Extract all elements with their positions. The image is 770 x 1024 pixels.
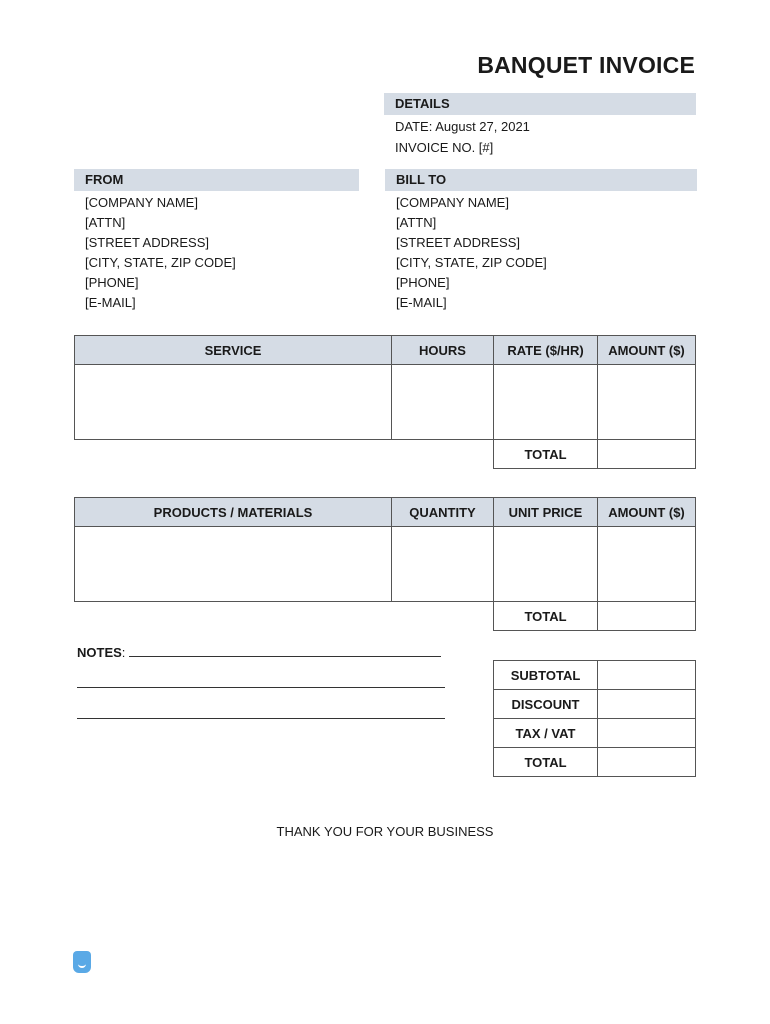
service-table	[74, 335, 696, 469]
notes-line-1	[77, 644, 441, 660]
products-col-header: PRODUCTS / MATERIALS	[75, 498, 392, 527]
products-cell[interactable]	[75, 527, 392, 602]
service-col-header: SERVICE	[75, 336, 392, 365]
tax-value[interactable]	[598, 719, 696, 748]
bill-to-header: BILL TO	[385, 169, 697, 191]
from-address-block	[85, 193, 236, 313]
subtotal-value[interactable]	[598, 661, 696, 690]
service-total-label: TOTAL	[494, 440, 598, 469]
discount-value[interactable]	[598, 690, 696, 719]
notes-label: NOTES	[77, 645, 122, 660]
hours-col-header: HOURS	[392, 336, 494, 365]
grand-total-value[interactable]	[598, 748, 696, 777]
notes-field-1[interactable]	[129, 644, 441, 657]
bill-to-street: [STREET ADDRESS]	[396, 235, 521, 250]
notes-field-3[interactable]	[77, 706, 445, 719]
subtotal-label: SUBTOTAL	[494, 661, 598, 690]
products-table	[74, 497, 696, 631]
discount-label: DISCOUNT	[494, 690, 598, 719]
invoice-number: INVOICE NO. [#]	[395, 140, 494, 155]
notes-line-3	[77, 706, 445, 722]
thank-you-message: THANK YOU FOR YOUR BUSINESS	[276, 824, 494, 839]
unit-price-col-header: UNIT PRICE	[494, 498, 598, 527]
from-city: [CITY, STATE, ZIP CODE]	[85, 255, 236, 270]
bill-to-city: [CITY, STATE, ZIP CODE]	[396, 255, 547, 270]
notes-line-2	[77, 675, 445, 691]
invoice-title: BANQUET INVOICE	[477, 52, 695, 78]
products-total-value[interactable]	[598, 602, 696, 631]
bill-to-email: [E-MAIL]	[396, 295, 447, 310]
bill-to-address-block	[396, 193, 547, 313]
notes-field-2[interactable]	[77, 675, 445, 688]
from-company: [COMPANY NAME]	[85, 195, 198, 210]
bill-to-phone: [PHONE]	[396, 275, 450, 290]
smile-logo-icon	[73, 951, 91, 973]
hours-cell[interactable]	[392, 365, 494, 440]
rate-col-header: RATE ($/HR)	[494, 336, 598, 365]
details-header: DETAILS	[384, 93, 696, 115]
quantity-cell[interactable]	[392, 527, 494, 602]
from-email: [E-MAIL]	[85, 295, 136, 310]
service-cell[interactable]	[75, 365, 392, 440]
service-total-value[interactable]	[598, 440, 696, 469]
products-amount-cell[interactable]	[598, 527, 696, 602]
from-header: FROM	[74, 169, 359, 191]
amount-cell[interactable]	[598, 365, 696, 440]
grand-total-label: TOTAL	[494, 748, 598, 777]
amount-col-header: AMOUNT ($)	[598, 336, 696, 365]
bill-to-company: [COMPANY NAME]	[396, 195, 509, 210]
products-amount-col-header: AMOUNT ($)	[598, 498, 696, 527]
rate-cell[interactable]	[494, 365, 598, 440]
from-phone: [PHONE]	[85, 275, 139, 290]
from-street: [STREET ADDRESS]	[85, 235, 210, 250]
bill-to-attn: [ATTN]	[396, 215, 437, 230]
from-attn: [ATTN]	[85, 215, 126, 230]
summary-table	[493, 660, 696, 777]
quantity-col-header: QUANTITY	[392, 498, 494, 527]
notes-colon: :	[121, 645, 126, 660]
tax-label: TAX / VAT	[494, 719, 598, 748]
invoice-date: DATE: August 27, 2021	[395, 119, 530, 134]
unit-price-cell[interactable]	[494, 527, 598, 602]
products-total-label: TOTAL	[494, 602, 598, 631]
